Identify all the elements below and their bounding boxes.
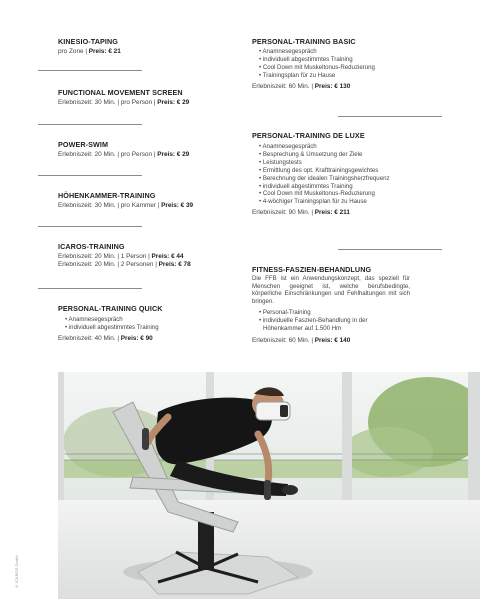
service-personal-training-basic [252,37,442,91]
photo-illustration [58,372,480,599]
bullet-item: • individuelle Faszien-Behandlung in der Höhenkammer auf 1.500 Hm [259,317,368,333]
bullet-item: • Berechnung der idealen Trainingsherzfrequenz [259,174,390,182]
divider [338,249,442,250]
service-title: POWER-SWIM [58,140,109,149]
service-functional-movement-screen [58,88,238,107]
service-price: Preis: € 44 [151,253,184,260]
bullet-item: • Trainingsplan für zu Hause [259,71,336,79]
service-title: ICAROS-TRAINING [58,242,125,251]
service-price: Preis: € 130 [314,82,351,90]
bullet-item: • individuell abgestimmtes Training [259,182,353,190]
divider [338,116,442,117]
service-price: Preis: € 29 [157,151,190,158]
divider [38,288,142,289]
service-detail: Erlebniszeit: 20 Min. | 2 Personen | Preis: € 78 [58,261,191,269]
service-detail: Erlebniszeit: 90 Min. | Preis: € 211 [252,209,350,217]
service-price: Preis: € 29 [157,99,190,106]
service-detail: Erlebniszeit: 20 Min. | 1 Person | Preis: € 44 [58,253,184,260]
service-price: Preis: € 90 [120,334,153,342]
bullet-item: • Personal-Training [259,309,311,317]
service-hoehenkammer-training [58,191,238,210]
service-icaros-training [58,242,238,269]
service-price: Preis: € 39 [161,202,194,209]
service-title: HÖHENKAMMER-TRAINING [58,191,156,200]
service-detail: Erlebniszeit: 30 Min. | pro Person | Preis: € 29 [58,99,190,106]
divider [38,70,142,71]
bullet-item: • Ermittlung des opt. Krafttrainingsgewichtes [259,166,379,174]
bullet-item: • Leistungstests [259,158,302,166]
service-description: Die FFB ist ein Anwendungskonzept, das speziell für Menschen geeignet ist, welche berufsbedingte, körperliche Einschränkungen und Fehlhaltungen mit sich bringen. [252,275,410,305]
service-title: FUNCTIONAL MOVEMENT SCREEN [58,88,183,97]
bullet-item: • Anamnesegespräch [65,316,123,323]
service-title: PERSONAL-TRAINING DE LUXE [252,131,365,140]
bullet-item: • individuell abgestimmtes Training [259,55,353,63]
bullet-item: • Anamnesegespräch [259,143,317,150]
service-bullets [257,143,442,206]
service-price: Preis: € 78 [158,261,191,269]
service-title: PERSONAL-TRAINING QUICK [58,304,163,313]
service-price: Preis: € 140 [314,337,351,345]
bullet-item: • Anamnesegespräch [259,48,317,55]
bullet-item: • Cool Down mit Muskeltonus-Reduzierung [259,63,375,71]
service-kinesio-taping [58,37,238,56]
photo-credit: © ICAROS GmbH [14,555,19,590]
service-detail: Erlebniszeit: 60 Min. | Preis: € 140 [252,337,351,345]
divider [38,226,142,227]
service-bullets [63,316,238,332]
service-personal-training-quick [58,304,238,343]
service-detail: pro Zone | Preis: € 21 [58,48,121,55]
bullet-item: • individuell abgestimmtes Training [65,323,159,331]
service-detail: Erlebniszeit: 40 Min. | Preis: € 90 [58,334,153,342]
service-title: FITNESS-FASZIEN-BEHANDLUNG [252,265,372,274]
service-personal-training-de-luxe [252,131,442,217]
service-detail: Erlebniszeit: 30 Min. | pro Kammer | Preis: € 39 [58,202,194,209]
divider [38,175,142,176]
bullet-item: • Cool Down mit Muskeltonus-Reduzierung [259,190,375,198]
service-power-swim [58,140,238,159]
service-detail: Erlebniszeit: 20 Min. | pro Person | Preis: € 29 [58,151,190,158]
service-price: Preis: € 211 [314,209,350,217]
service-bullets [257,48,442,80]
bullet-item: • Besprechung & Umsetzung der Ziele [259,150,363,158]
service-title: KINESIO-TAPING [58,37,118,46]
divider [38,124,142,125]
service-price: Preis: € 21 [88,48,121,55]
icaros-training-photo [58,372,480,599]
bullet-item: • 4-wöchiger Trainingsplan für zu Hause [259,198,367,206]
service-detail: Erlebniszeit: 60 Min. | Preis: € 130 [252,82,351,90]
service-fitness-faszien-behandlung [252,265,410,345]
service-bullets [257,309,377,333]
service-title: PERSONAL-TRAINING BASIC [252,37,356,46]
